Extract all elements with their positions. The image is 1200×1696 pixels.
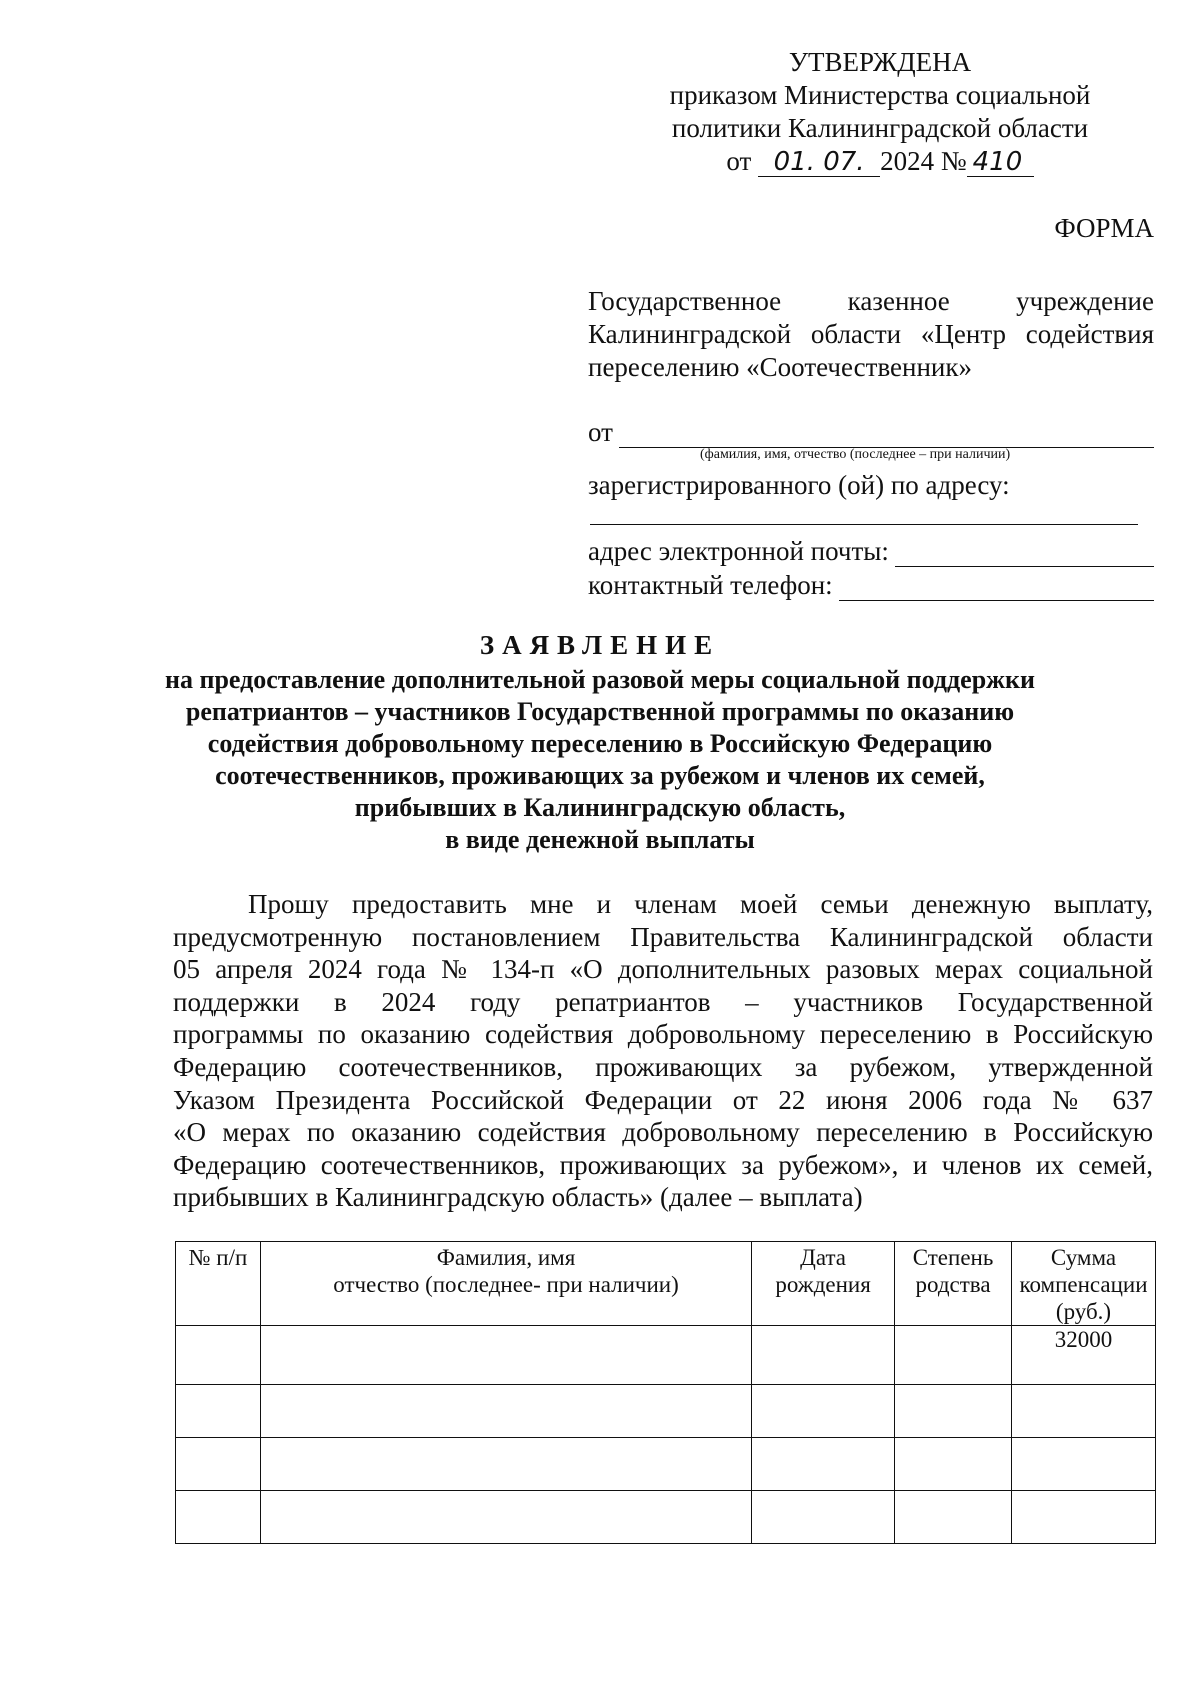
from-input-line[interactable] bbox=[619, 423, 1154, 448]
from-field bbox=[588, 417, 1154, 448]
table-row bbox=[176, 1326, 1156, 1385]
email-input-line[interactable] bbox=[895, 542, 1154, 567]
cell-number[interactable] bbox=[176, 1438, 261, 1491]
cell-compensation[interactable] bbox=[1012, 1438, 1156, 1491]
addressee-line: переселению «Соотечественник» bbox=[588, 352, 972, 382]
cell-relationship[interactable] bbox=[895, 1326, 1012, 1385]
addressee-line: Калининградской области «Центр содействия bbox=[588, 319, 1154, 349]
approval-block bbox=[600, 46, 1160, 178]
phone-field bbox=[588, 570, 1154, 601]
body-line: Указом Президента Российской Федерации от 22 июня 2006 года № 637 bbox=[173, 1084, 1153, 1115]
approval-order-line: приказом Министерства социальной bbox=[669, 80, 1091, 110]
document-subtitle bbox=[150, 664, 1050, 856]
email-label: адрес электронной почты: bbox=[588, 536, 889, 566]
col-header-compensation: Сумма компенсации (руб.) bbox=[1012, 1242, 1156, 1326]
phone-label: контактный телефон: bbox=[588, 570, 833, 600]
table-row bbox=[176, 1385, 1156, 1438]
body-line: Федерацию соотечественников, проживающих за рубежом, утвержденной bbox=[173, 1051, 1153, 1082]
request-paragraph bbox=[173, 888, 1153, 1214]
family-members-table bbox=[175, 1241, 1156, 1544]
cell-compensation[interactable] bbox=[1012, 1385, 1156, 1438]
phone-input-line[interactable] bbox=[839, 576, 1154, 601]
approval-date-row bbox=[600, 145, 1160, 178]
from-label: от bbox=[588, 417, 613, 447]
cell-relationship[interactable] bbox=[895, 1438, 1012, 1491]
table-row bbox=[176, 1491, 1156, 1544]
cell-full-name[interactable] bbox=[260, 1491, 751, 1544]
body-line: предусмотренную постановлением Правительства Калининградской области bbox=[173, 921, 1153, 952]
cell-relationship[interactable] bbox=[895, 1385, 1012, 1438]
subtitle-line: прибывших в Калининградскую область, bbox=[354, 793, 846, 822]
table-header-row bbox=[176, 1242, 1156, 1326]
col-header-relationship: Степень родства bbox=[895, 1242, 1012, 1326]
approval-date-prefix: от bbox=[726, 146, 752, 176]
col-header-number: № п/п bbox=[176, 1242, 261, 1326]
subtitle-line: соотечественников, проживающих за рубежом и членов их семей, bbox=[215, 761, 985, 790]
registered-address-input-line[interactable] bbox=[590, 524, 1138, 525]
cell-birth-date[interactable] bbox=[752, 1491, 895, 1544]
col-header-birth-date: Дата рождения bbox=[752, 1242, 895, 1326]
cell-number[interactable] bbox=[176, 1326, 261, 1385]
body-line: 05 апреля 2024 года № 134-п «О дополнительных разовых мерах социальной bbox=[173, 954, 1153, 985]
addressee-block bbox=[588, 285, 1154, 384]
cell-relationship[interactable] bbox=[895, 1491, 1012, 1544]
subtitle-line: репатриантов – участников Государственной программы по оказанию bbox=[185, 697, 1015, 726]
body-line: прибывших в Калининградскую область» (далее – выплата) bbox=[173, 1182, 863, 1213]
body-line: Федерацию соотечественников, проживающих за рубежом», и членов их семей, bbox=[173, 1149, 1153, 1180]
body-line: Прошу предоставить мне и членам моей семьи денежную выплату, bbox=[248, 889, 1153, 919]
cell-birth-date[interactable] bbox=[752, 1385, 895, 1438]
body-line: поддержки в 2024 году репатриантов – участников Государственной bbox=[173, 986, 1153, 1017]
registered-address-label: зарегистрированного (ой) по адресу: bbox=[588, 470, 1010, 500]
addressee-line: Государственное казенное учреждение bbox=[588, 286, 1154, 316]
cell-number[interactable] bbox=[176, 1491, 261, 1544]
cell-full-name[interactable] bbox=[260, 1385, 751, 1438]
body-line: программы по оказанию содействия добровольному переселению в Российскую bbox=[173, 1019, 1153, 1050]
cell-full-name[interactable] bbox=[260, 1438, 751, 1491]
subtitle-line: на предоставление дополнительной разовой меры социальной поддержки bbox=[164, 665, 1035, 694]
form-label: ФОРМА bbox=[1054, 213, 1154, 243]
approval-number-handwritten: 410 bbox=[967, 148, 1034, 177]
approval-title: УТВЕРЖДЕНА bbox=[788, 47, 972, 77]
col-header-full-name: Фамилия, имя отчество (последнее- при наличии) bbox=[260, 1242, 751, 1326]
email-field bbox=[588, 536, 1154, 567]
body-line: «О мерах по оказанию содействия добровольному переселению в Российскую bbox=[173, 1117, 1153, 1148]
subtitle-line: содействия добровольному переселению в Российскую Федерацию bbox=[207, 729, 993, 758]
cell-compensation[interactable]: 32000 bbox=[1012, 1326, 1156, 1385]
cell-birth-date[interactable] bbox=[752, 1326, 895, 1385]
from-hint: (фамилия, имя, отчество (последнее – при наличии) bbox=[700, 447, 1011, 462]
cell-full-name[interactable] bbox=[260, 1326, 751, 1385]
document-title: ЗАЯВЛЕНИЕ bbox=[479, 630, 721, 660]
cell-number[interactable] bbox=[176, 1385, 261, 1438]
approval-date-handwritten: 01. 07. bbox=[758, 148, 880, 177]
approval-year-text: 2024 № bbox=[880, 146, 967, 176]
subtitle-line: в виде денежной выплаты bbox=[445, 825, 755, 854]
cell-birth-date[interactable] bbox=[752, 1438, 895, 1491]
approval-ministry-line: политики Калининградской области bbox=[671, 113, 1089, 143]
table-row bbox=[176, 1438, 1156, 1491]
cell-compensation[interactable] bbox=[1012, 1491, 1156, 1544]
